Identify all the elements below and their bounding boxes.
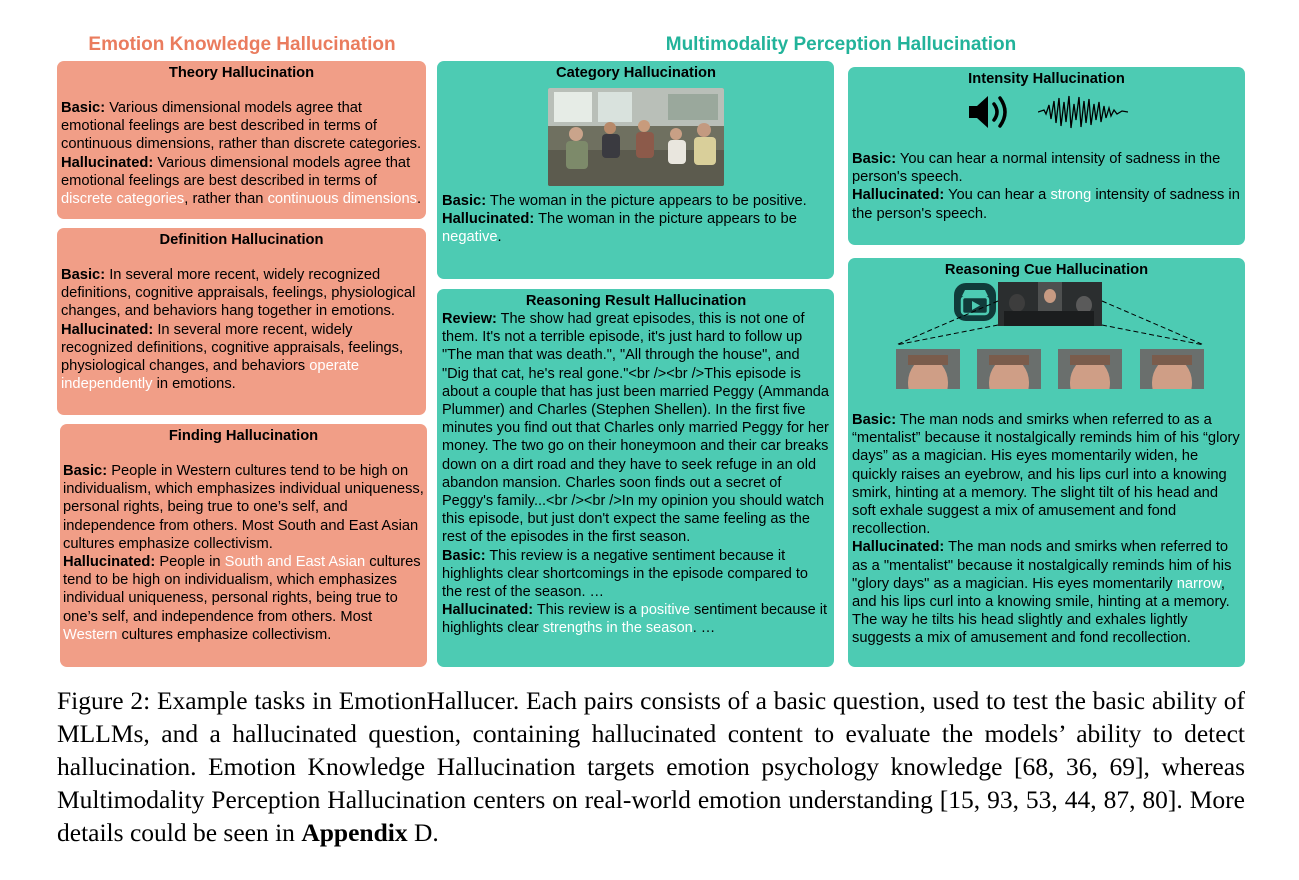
emotion-knowledge-heading: Emotion Knowledge Hallucination — [88, 34, 396, 55]
hallucinated-question: Hallucinated: You can hear a strong intensity of sadness in the person's speech. — [852, 187, 1240, 222]
definition-card — [57, 228, 426, 415]
basic-question: Basic: In several more recent, widely recognized definitions, cognitive appraisals, feelings, physiological changes, and behaviors hang together in emotions. — [61, 267, 416, 320]
hallucinated-question: Hallucinated: The woman in the picture appears to be negative. — [442, 211, 797, 246]
card-title: Theory Hallucination — [168, 65, 315, 81]
multimodality-perception-heading: Multimodality Perception Hallucination — [665, 34, 1017, 55]
theory-card — [57, 61, 426, 219]
card-title: Definition Hallucination — [159, 232, 324, 248]
hallucinated-question: Hallucinated: This review is a positive sentiment because it highlights clear strengths in the season. … — [442, 602, 827, 637]
video-clapper-icon — [954, 283, 996, 321]
video-frames-visual — [852, 279, 1241, 389]
basic-question: Basic: The man nods and smirks when referred to as a “mentalist” because it nostalgically reminds him of his “glory days” as a magician. His eyes momentarily widen, he quickly raises an eyebrow, and his lips curl into a knowing smirk, hinting at a memory. The slight tilt of his head and soft exhale suggest a mix of amusement and fond recollection. — [852, 412, 1240, 538]
hallucinated-question: Hallucinated: People in South and East Asian cultures tend to be high on individualism, which emphasizes individual uniqueness, personal rights, being true to one’s self, and independence from others. Most Western cultures emphasize collectivism. — [63, 554, 421, 643]
basic-question: Basic: This review is a negative sentiment because it highlights clear shortcomings in the episode compared to the rest of the season. … — [442, 547, 808, 601]
group-photo — [548, 88, 724, 186]
face-frame — [977, 349, 1041, 389]
card-title: Reasoning Cue Hallucination — [944, 262, 1149, 278]
video-scene-frame — [998, 282, 1102, 326]
basic-question: Basic: Various dimensional models agree that emotional feelings are best described in terms of continuous dimensions, rather than discrete categories. — [61, 100, 422, 153]
hallucinated-question: Hallucinated: Various dimensional models agree that emotional feelings are best described in terms of discrete categories, rather than continuous dimensions. — [61, 154, 422, 208]
card-title: Intensity Hallucination — [968, 71, 1125, 87]
review-text: Review: The show had great episodes, this is not one of them. It's not a terrible episode, it's just hard to follow up "The man that was death.", "All through the house", and "Dig that cat, he's real gone."<br /><br />This episode is about a couple that has just been married Peggy (Ammanda Plummer) and Charles (Stephen Shellen). In the first five minutes you find out that Charles only married Peggy for her money. The two go on their honeymoon and their car breaks down on a dirt road and they have to seek refuge in an old abandon mansion. Charles soon finds out a secret of Peggy's family...<br /><br />In my opinion you should watch this episode, but just don't expect the same feeling as the rest of the episodes in the first season. — [442, 311, 829, 546]
face-frame — [1058, 349, 1122, 389]
category-card — [437, 61, 834, 279]
basic-question: Basic: You can hear a normal intensity of sadness in the person's speech. — [852, 151, 1221, 186]
card-title: Finding Hallucination — [168, 428, 319, 444]
card-title: Category Hallucination — [556, 65, 716, 81]
face-frame — [896, 349, 960, 389]
waveform-icon — [1038, 92, 1128, 132]
reasoning-result-card — [437, 289, 834, 667]
face-frame — [1140, 349, 1204, 389]
card-title: Reasoning Result Hallucination — [525, 293, 747, 309]
intensity-card — [848, 67, 1245, 245]
speaker-icon — [966, 92, 1016, 132]
finding-card — [60, 424, 427, 667]
basic-question: Basic: People in Western cultures tend to be high on individualism, which emphasizes individual uniqueness, personal rights, being true to one’s self, and independence from others. Most South and East Asian cultures emphasize collectivism. — [63, 463, 424, 552]
hallucinated-question: Hallucinated: The man nods and smirks when referred to as a "mentalist" because it nostalgically reminds him of his "glory days" as a magician. His eyes momentarily narrow, and his lips curl into a knowing smile, hinting at a memory. The way he tilts his head slightly and exhales lightly suggests a mix of amusement and fond recollection. — [852, 539, 1232, 647]
hallucinated-question: Hallucinated: In several more recent, widely recognized definitions, cognitive appraisals, feelings, physiological changes, and behaviors operate independently in emotions. — [61, 321, 404, 393]
basic-question: Basic: The woman in the picture appears to be positive. — [442, 193, 807, 209]
audio-visual — [852, 82, 1241, 142]
reasoning-cue-card — [848, 258, 1245, 667]
figure-caption: Figure 2: Example tasks in EmotionHallucer. Each pairs consists of a basic question, used to test the basic ability of MLLMs, and a hallucinated question, containing hallucinated content to evaluate the models’ ability to detect hallucination. Emotion Knowledge Hallucination targets emotion psychology knowledge [68, 36, 69], whereas Multimodality Perception Hallucination centers on real-world emotion understanding [15, 93, 53, 44, 87, 80]. More details could be seen in Appendix D. — [57, 686, 1245, 847]
